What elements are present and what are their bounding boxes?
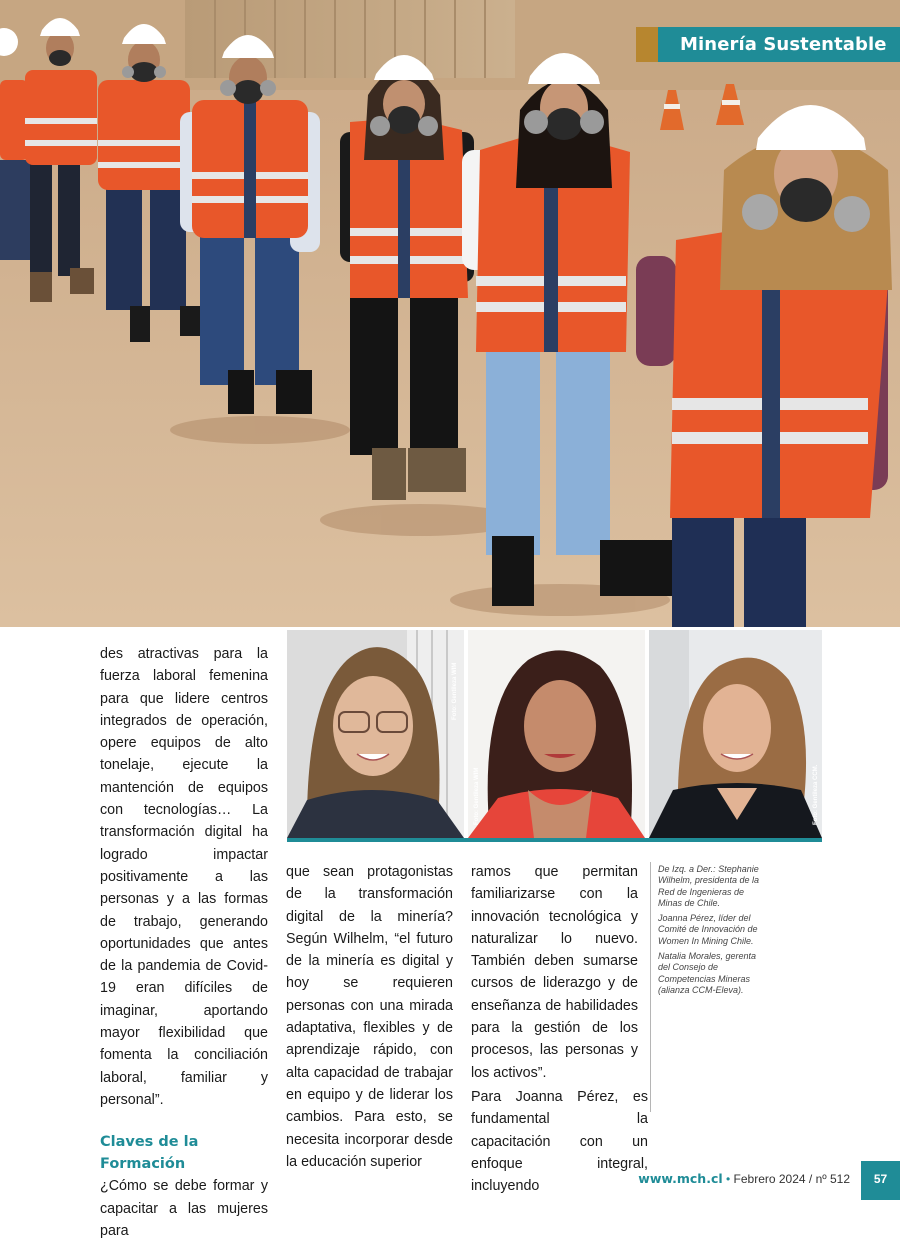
portrait-natalia-morales	[649, 630, 822, 838]
section-tab-accent	[636, 27, 658, 62]
photo-caption	[658, 864, 770, 1000]
caption-line: Natalia Morales, gerenta del Consejo de Competencias Mineras (alianza CCM-Eleva).	[658, 951, 757, 995]
portrait-strip	[287, 630, 822, 842]
section-label: Minería Sustentable	[658, 27, 900, 62]
portrait-joanna-perez	[468, 630, 645, 838]
caption-line: Joanna Pérez, líder del Comité de Innovación de Women In Mining Chile.	[658, 913, 758, 946]
subheading: Claves de la Formación	[100, 1134, 199, 1173]
article-column-1	[100, 643, 268, 1242]
body-paragraph: des atractivas para la fuerza laboral femenina para que lidere centros integrados de operación, opere equipos de alto tonelaje, ejecute la mantención de equipos con tecnologías… La transformación digital ha logrado impactar positivamente a las personas y a las formas de trabajo, generando oportunidades que antes de la pandemia de Covid-19 eran difíciles de imaginar, aportando mayor flexibilidad que fomenta la conciliación laboral, familiar y personal”.	[100, 646, 268, 1108]
issue-label: Febrero 2024 / nº 512	[733, 1172, 850, 1186]
body-paragraph: Para Joanna Pérez, es fundamental la capacitación con un enfoque integral, incluyendo	[471, 1088, 648, 1195]
body-paragraph: ramos que permitan familiarizarse con la innovación tecnológica y naturalizar lo nuevo. También deben sumarse cursos de liderazgo y de enseñanza de habilidades para la gestión de los procesos, las personas y los activos”.	[471, 864, 638, 1081]
page-number: 57	[861, 1161, 900, 1200]
article-column-2	[286, 861, 453, 1173]
portrait-stephanie-wilhelm	[287, 630, 464, 838]
footer-separator: •	[725, 1172, 731, 1186]
caption-divider	[650, 862, 651, 1112]
body-paragraph: que sean protagonistas de la transformación digital de la minería? Según Wilhelm, “el futuro de la minería es digital y hoy se requieren personas con una mirada adaptativa, flexibles y de aprendizaje rápido, con alta capacidad de trabajar en equipo y de liderar los cambios. Para esto, se necesita incorporar desde la educación superior	[286, 864, 453, 1170]
section-tab	[636, 27, 900, 62]
portrait-strip-rule	[287, 838, 822, 842]
photo-credit-2: Foto: Gentileza WIM	[474, 767, 480, 825]
article-column-3	[471, 861, 648, 1197]
photo-credit-3: Foto: Gentileza CCM.	[813, 764, 819, 825]
page-footer	[560, 1169, 850, 1189]
website-link[interactable]: www.mch.cl	[638, 1171, 723, 1186]
photo-credit-1: Foto: Gentileza WIM	[452, 662, 458, 720]
body-paragraph: ¿Cómo se debe formar y capacitar a las mujeres para	[100, 1178, 268, 1239]
caption-line: De Izq. a Der.: Stephanie Wilhelm, presidenta de la Red de Ingenieras de Minas de Chile.	[658, 864, 759, 908]
